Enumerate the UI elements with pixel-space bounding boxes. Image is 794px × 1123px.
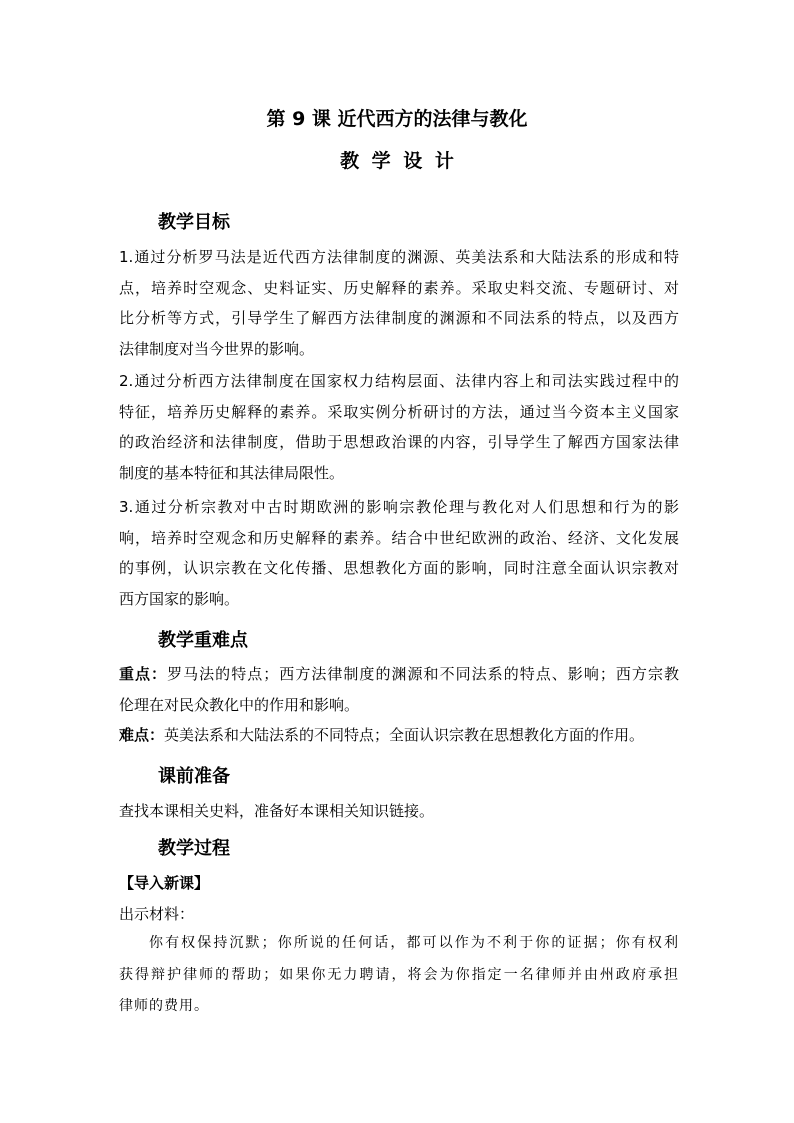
objective-1-line-3: 比分析等方式，引导学生了解西方法律制度的渊源和不同法系的特点，以及西方 <box>119 309 679 327</box>
objective-2-line-1: 2.通过分析西方法律制度在国家权力结构层面、法律内容上和司法实践过程中的 <box>119 372 679 390</box>
objective-item-2 <box>119 366 679 488</box>
document-subtitle: 教 学 设 计 <box>340 150 454 172</box>
key-points-heading: 教学重难点 <box>158 630 248 651</box>
objective-3-line-4: 西方国家的影响。 <box>119 589 240 608</box>
objective-3-line-2: 响，培养时空观念和历史解释的素养。结合中世纪欧洲的政治、经济、文化发展 <box>119 528 679 547</box>
objective-3-line-3: 的事例，认识宗教在文化传播、思想教化方面的影响，同时注意全面认识宗教对 <box>119 559 679 577</box>
quote-line-3: 律师的费用。 <box>119 998 209 1014</box>
objective-item-3 <box>119 492 679 614</box>
objective-3-line-1: 3.通过分析宗教对中古时期欧洲的影响宗教伦理与教化对人们思想和行为的影 <box>119 498 679 516</box>
difficulty-text: 英美法系和大陆法系的不同特点；全面认识宗教在思想教化方面的作用。 <box>164 726 645 744</box>
focus-text-1: 罗马法的特点；西方法律制度的渊源和不同法系的特点、影响；西方宗教 <box>167 665 679 683</box>
focus-paragraph <box>119 659 679 720</box>
difficulty-line <box>119 720 699 751</box>
preparation-heading: 课前准备 <box>158 766 230 787</box>
objective-item-1 <box>119 242 679 364</box>
difficulty-paragraph <box>119 720 699 751</box>
focus-line-2: 伦理在对民众教化中的作用和影响。 <box>119 695 360 714</box>
difficulty-label: 难点： <box>119 726 165 744</box>
show-material-label: 出示材料： <box>119 905 195 923</box>
process-heading: 教学过程 <box>158 838 230 859</box>
quote-block <box>119 928 679 1023</box>
focus-label: 重点： <box>119 665 168 683</box>
objectives-heading: 教学目标 <box>158 212 230 233</box>
focus-line-1 <box>119 659 679 690</box>
quote-line-2: 获得辩护律师的帮助；如果你无力聘请，将会为你指定一名律师并由州政府承担 <box>119 966 679 983</box>
objective-1-line-1: 1.通过分析罗马法是近代西方法律制度的渊源、英美法系和大陆法系的形成和特 <box>119 248 679 266</box>
quote-line-1: 你有权保持沉默；你所说的任何话，都可以作为不利于你的证据；你有权利 <box>149 935 679 951</box>
preparation-text: 查找本课相关史料，准备好本课相关知识链接。 <box>119 802 435 820</box>
objective-2-line-4: 制度的基本特征和其法律局限性。 <box>119 463 345 482</box>
document-title: 第 9 课 近代西方的法律与教化 <box>266 108 528 130</box>
objective-2-line-3: 的政治经济和法律制度，借助于思想政治课的内容，引导学生了解西方国家法律 <box>119 433 679 451</box>
objective-1-line-2: 点，培养时空观念、史料证实、历史解释的素养。采取史料交流、专题研讨、对 <box>119 278 679 297</box>
objective-1-line-4: 法律制度对当今世界的影响。 <box>119 339 315 358</box>
objective-2-line-2: 特征，培养历史解释的素养。采取实例分析研讨的方法，通过当今资本主义国家 <box>119 402 679 421</box>
intro-label: 【导入新课】 <box>119 874 210 892</box>
